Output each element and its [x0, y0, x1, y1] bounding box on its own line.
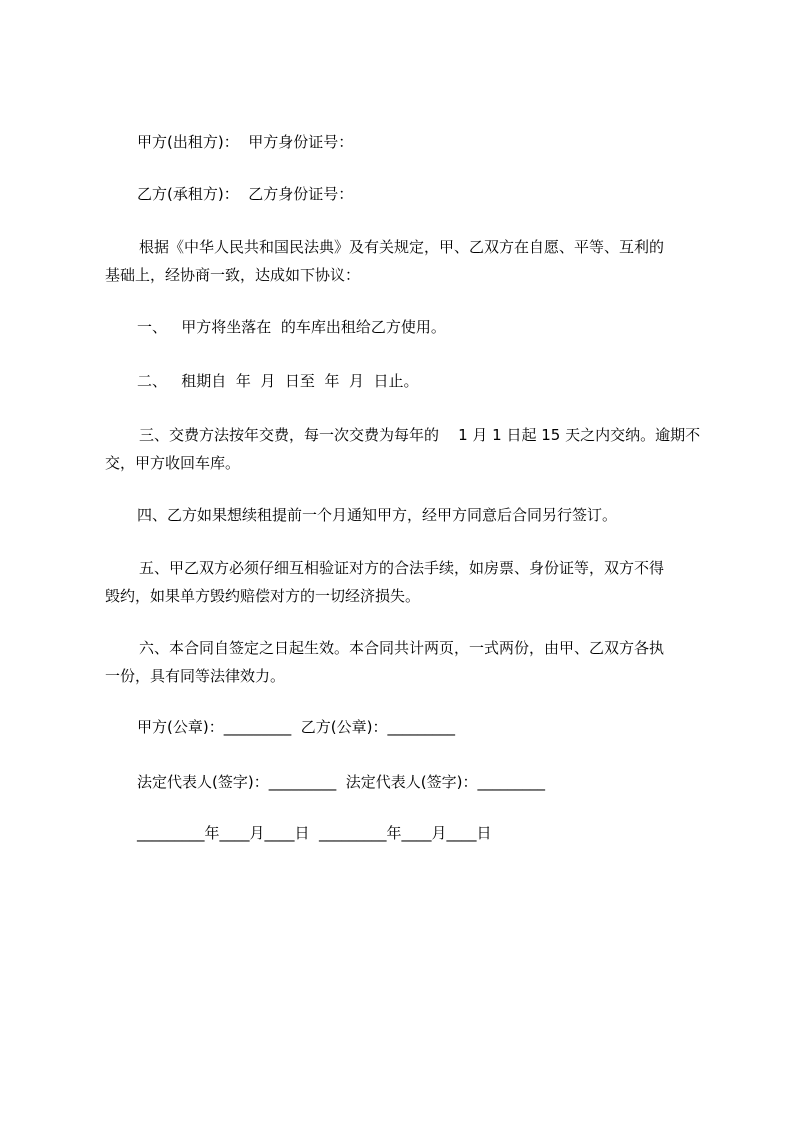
- clause-1: 一、 甲方将坐落在 的车库出租给乙方使用。: [137, 318, 446, 336]
- clause-6-line-1: 六、本合同自签定之日起生效。本合同共计两页，一式两份，由甲、乙双方各执: [139, 639, 665, 657]
- clause-3-line-2: 交，甲方收回车库。: [105, 454, 241, 472]
- clause-6-line-2: 一份，具有同等法律效力。: [105, 667, 286, 685]
- clause-6: [105, 634, 705, 690]
- representative-signature-line: 法定代表人(签字)：_________ 法定代表人(签字)：_________: [137, 773, 545, 791]
- clause-2: 二、 租期自 年 月 日至 年 月 日止。: [137, 372, 419, 390]
- seal-line: 甲方(公章)：_________ 乙方(公章)：_________: [137, 718, 455, 736]
- clause-5: [105, 554, 705, 610]
- clause-3-line-1: 三、交费方法按年交费，每一次交费为每年的 1 月 1 日起 15 天之内交纳。逾期不: [139, 426, 701, 444]
- intro-paragraph: [105, 233, 705, 289]
- date-line: _________年____月____日 _________年____月____日: [137, 824, 492, 842]
- clause-4: 四、乙方如果想续租提前一个月通知甲方，经甲方同意后合同另行签订。: [137, 506, 618, 524]
- intro-line-1: 根据《中华人民共和国民法典》及有关规定，甲、乙双方在自愿、平等、互利的: [139, 238, 665, 256]
- party-b-line: 乙方(承租方)： 乙方身份证号：: [137, 185, 354, 203]
- clause-5-line-1: 五、甲乙双方必须仔细互相验证对方的合法手续，如房票、身份证等，双方不得: [139, 559, 665, 577]
- party-a-line: 甲方(出租方)： 甲方身份证号：: [137, 133, 354, 151]
- clause-5-line-2: 毁约，如果单方毁约赔偿对方的一切经济损失。: [105, 587, 421, 605]
- intro-line-2: 基础上，经协商一致，达成如下协议：: [105, 266, 361, 284]
- clause-3: [105, 421, 705, 477]
